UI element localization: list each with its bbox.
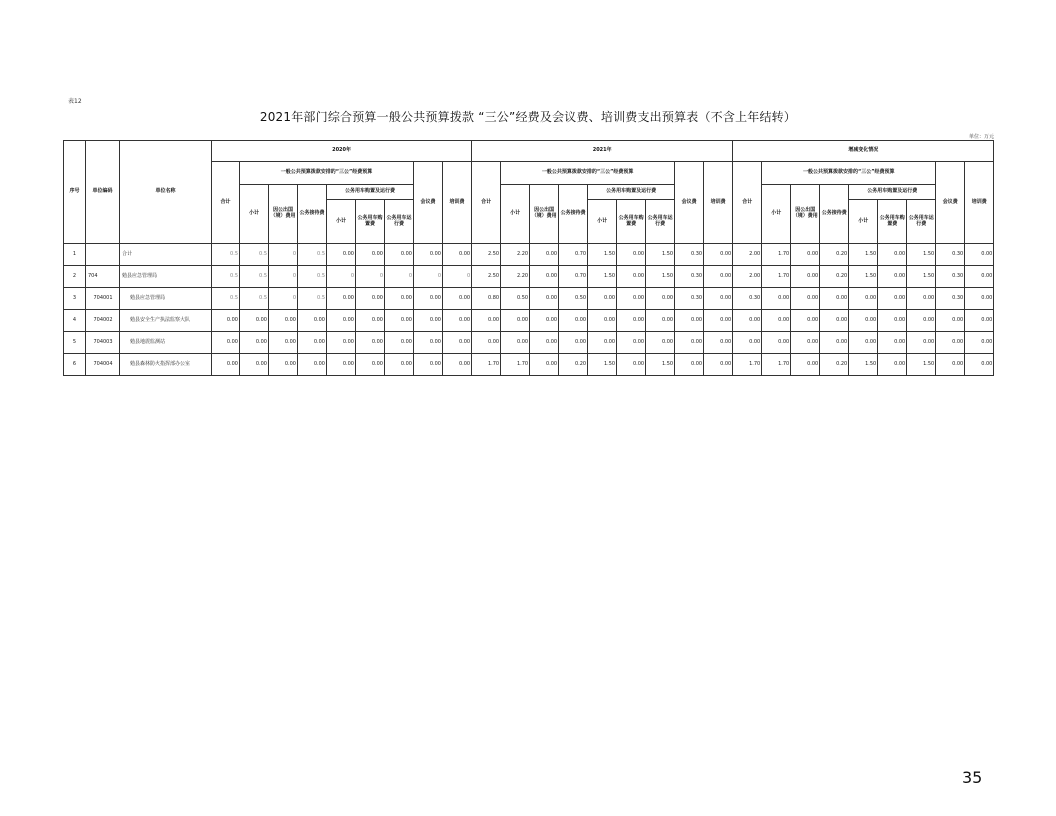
cell-value: 0.00 xyxy=(791,244,820,266)
cell-value: 0.00 xyxy=(530,354,559,376)
cell-value: 0.00 xyxy=(327,332,356,354)
cell-unit-code: 704003 xyxy=(86,332,120,354)
cell-value: 0.00 xyxy=(356,354,385,376)
cell-value: 0.00 xyxy=(472,332,501,354)
cell-unit-code: 704001 xyxy=(86,288,120,310)
cell-value: 0.00 xyxy=(965,288,994,310)
header-meeting: 会议费 xyxy=(414,162,443,244)
cell-value: 0.00 xyxy=(907,310,936,332)
cell-seq: 6 xyxy=(64,354,86,376)
cell-value: 0.00 xyxy=(791,354,820,376)
cell-value: 0.00 xyxy=(327,310,356,332)
cell-value: 2.50 xyxy=(472,266,501,288)
cell-value: 0.00 xyxy=(501,310,530,332)
cell-value: 0.5 xyxy=(298,244,327,266)
cell-value: 0.30 xyxy=(936,244,965,266)
unit-label: 单位：万元 xyxy=(968,134,994,140)
cell-value: 0.00 xyxy=(704,310,733,332)
cell-value: 0.5 xyxy=(240,288,269,310)
cell-value: 0.00 xyxy=(385,244,414,266)
header-vehicle-purchase: 公务用车购置费 xyxy=(617,200,646,244)
header-vehicle-operation: 公务用车运行费 xyxy=(907,200,936,244)
cell-value: 0.00 xyxy=(791,310,820,332)
cell-value: 0.00 xyxy=(646,310,675,332)
cell-value: 0.00 xyxy=(878,354,907,376)
header-vehicle-purchase: 公务用车购置费 xyxy=(878,200,907,244)
cell-value: 1.50 xyxy=(588,354,617,376)
cell-value: 0.00 xyxy=(646,288,675,310)
cell-value: 0.5 xyxy=(240,244,269,266)
cell-value: 0.00 xyxy=(559,332,588,354)
cell-value: 2.20 xyxy=(501,244,530,266)
cell-value: 0.00 xyxy=(588,288,617,310)
cell-value: 0.00 xyxy=(936,332,965,354)
header-vehicle-operation: 公务用车运行费 xyxy=(385,200,414,244)
cell-value: 1.50 xyxy=(849,266,878,288)
header-reception: 公务接待费 xyxy=(820,185,849,244)
cell-value: 0.00 xyxy=(936,310,965,332)
cell-value: 0.5 xyxy=(298,266,327,288)
cell-value: 0.00 xyxy=(443,244,472,266)
cell-unit-name: 勉县安全生产执法监察大队 xyxy=(120,310,212,332)
cell-value: 0.70 xyxy=(559,266,588,288)
cell-value: 0.00 xyxy=(212,310,240,332)
cell-value: 0.00 xyxy=(385,310,414,332)
cell-value: 1.70 xyxy=(733,354,762,376)
cell-value: 0.00 xyxy=(298,354,327,376)
cell-value: 1.50 xyxy=(907,354,936,376)
cell-value: 0.00 xyxy=(733,310,762,332)
cell-value: 0.5 xyxy=(298,288,327,310)
header-sangong: 一般公共预算拨款安排的“三公”经费预算 xyxy=(762,162,936,185)
cell-value: 0.00 xyxy=(588,310,617,332)
cell-value: 0.5 xyxy=(212,266,240,288)
cell-value: 0.00 xyxy=(414,310,443,332)
table-row xyxy=(64,310,994,332)
cell-value: 2.50 xyxy=(472,244,501,266)
cell-value: 0.00 xyxy=(878,244,907,266)
cell-value: 0.00 xyxy=(530,288,559,310)
cell-value: 0.00 xyxy=(212,354,240,376)
cell-value: 0.00 xyxy=(443,354,472,376)
cell-unit-code: 704004 xyxy=(86,354,120,376)
cell-unit-name: 勉县地震监测站 xyxy=(120,332,212,354)
cell-value: 0.00 xyxy=(501,332,530,354)
table-body xyxy=(64,244,994,376)
header-subtotal: 小计 xyxy=(501,185,530,244)
table-tag: 表12 xyxy=(68,98,82,105)
header-vehicle-subtotal: 小计 xyxy=(327,200,356,244)
header-change: 增减变化情况 xyxy=(733,141,994,162)
cell-value: 0.00 xyxy=(907,288,936,310)
cell-value: 1.70 xyxy=(501,354,530,376)
table-row xyxy=(64,288,994,310)
header-abroad: 因公出国（境）费用 xyxy=(269,185,298,244)
cell-value: 0.00 xyxy=(385,332,414,354)
cell-value: 0.00 xyxy=(704,354,733,376)
cell-value: 0.30 xyxy=(733,288,762,310)
cell-value: 0.00 xyxy=(733,332,762,354)
cell-value: 0.50 xyxy=(501,288,530,310)
cell-unit-name: 勉县应急管理局 xyxy=(120,266,212,288)
cell-value: 1.50 xyxy=(646,244,675,266)
header-total: 合计 xyxy=(472,162,501,244)
cell-value: 0.00 xyxy=(878,332,907,354)
cell-value: 0.00 xyxy=(298,310,327,332)
cell-value: 0.00 xyxy=(356,332,385,354)
cell-value: 0.00 xyxy=(617,288,646,310)
cell-value: 0.00 xyxy=(704,244,733,266)
cell-value: 0.30 xyxy=(675,266,704,288)
cell-value: 0.00 xyxy=(443,310,472,332)
cell-value: 0 xyxy=(414,266,443,288)
cell-value: 0.00 xyxy=(240,310,269,332)
cell-value: 1.70 xyxy=(472,354,501,376)
cell-value: 1.70 xyxy=(762,354,791,376)
cell-value: 0.00 xyxy=(878,266,907,288)
header-vehicle: 公务用车购置及运行费 xyxy=(327,185,414,200)
cell-value: 0.00 xyxy=(617,244,646,266)
cell-value: 0.00 xyxy=(530,310,559,332)
cell-value: 1.70 xyxy=(762,244,791,266)
cell-unit-name: 勉县应急管理局 xyxy=(120,288,212,310)
cell-value: 0.00 xyxy=(762,310,791,332)
cell-value: 0.80 xyxy=(472,288,501,310)
cell-value: 0 xyxy=(327,266,356,288)
header-vehicle-purchase: 公务用车购置费 xyxy=(356,200,385,244)
cell-value: 0.00 xyxy=(849,288,878,310)
cell-value: 0.00 xyxy=(878,310,907,332)
header-training: 培训费 xyxy=(965,162,994,244)
cell-value: 0.30 xyxy=(675,288,704,310)
cell-unit-code: 704002 xyxy=(86,310,120,332)
cell-value: 0.00 xyxy=(269,354,298,376)
cell-value: 0.00 xyxy=(820,332,849,354)
cell-value: 2.20 xyxy=(501,266,530,288)
cell-value: 0.00 xyxy=(762,288,791,310)
cell-value: 0.00 xyxy=(617,332,646,354)
cell-unit-name: 勉县森林防火指挥部办公室 xyxy=(120,354,212,376)
budget-table xyxy=(63,140,994,376)
cell-value: 0.00 xyxy=(472,310,501,332)
cell-value: 0.5 xyxy=(240,266,269,288)
cell-value: 0.00 xyxy=(704,266,733,288)
cell-value: 0.00 xyxy=(530,244,559,266)
cell-value: 0.20 xyxy=(820,266,849,288)
header-sangong: 一般公共预算拨款安排的“三公”经费预算 xyxy=(501,162,675,185)
header-abroad: 因公出国（境）费用 xyxy=(791,185,820,244)
cell-value: 0.00 xyxy=(298,332,327,354)
cell-value: 0.00 xyxy=(820,288,849,310)
cell-value: 0.5 xyxy=(212,244,240,266)
cell-value: 1.50 xyxy=(646,354,675,376)
cell-value: 0.00 xyxy=(327,354,356,376)
cell-value: 0.00 xyxy=(646,332,675,354)
cell-value: 0.20 xyxy=(820,244,849,266)
cell-value: 0.00 xyxy=(240,332,269,354)
cell-value: 0.00 xyxy=(617,354,646,376)
header-unit-code: 单位编码 xyxy=(86,141,120,244)
header-training: 培训费 xyxy=(443,162,472,244)
cell-value: 1.50 xyxy=(588,244,617,266)
header-vehicle-operation: 公务用车运行费 xyxy=(646,200,675,244)
cell-value: 0.00 xyxy=(327,244,356,266)
header-seq: 序号 xyxy=(64,141,86,244)
cell-seq: 4 xyxy=(64,310,86,332)
header-vehicle: 公务用车购置及运行费 xyxy=(588,185,675,200)
cell-value: 1.50 xyxy=(907,266,936,288)
cell-value: 0.00 xyxy=(965,244,994,266)
cell-value: 1.70 xyxy=(762,266,791,288)
cell-value: 0.00 xyxy=(530,266,559,288)
header-vehicle-subtotal: 小计 xyxy=(588,200,617,244)
header-subtotal: 小计 xyxy=(240,185,269,244)
cell-value: 0.00 xyxy=(414,354,443,376)
cell-value: 0 xyxy=(269,288,298,310)
cell-value: 0.00 xyxy=(704,332,733,354)
header-reception: 公务接待费 xyxy=(559,185,588,244)
cell-value: 0.00 xyxy=(327,288,356,310)
cell-value: 0.00 xyxy=(356,244,385,266)
cell-value: 0.00 xyxy=(965,266,994,288)
cell-value: 1.50 xyxy=(588,266,617,288)
header-meeting: 会议费 xyxy=(675,162,704,244)
cell-value: 0.5 xyxy=(212,288,240,310)
header-year-2020: 2020年 xyxy=(212,141,472,162)
cell-value: 0.20 xyxy=(559,354,588,376)
cell-value: 0.00 xyxy=(443,288,472,310)
page-title: 2021年部门综合预算一般公共预算拨款 “三公”经费及会议费、培训费支出预算表（不含上年结转） xyxy=(259,110,797,124)
header-vehicle: 公务用车购置及运行费 xyxy=(849,185,936,200)
cell-value: 0.00 xyxy=(530,332,559,354)
cell-value: 0.00 xyxy=(878,288,907,310)
header-total: 合计 xyxy=(733,162,762,244)
cell-value: 0.00 xyxy=(675,332,704,354)
cell-value: 0.00 xyxy=(791,266,820,288)
cell-value: 0.30 xyxy=(936,288,965,310)
cell-value: 0.00 xyxy=(588,332,617,354)
page-number: 35 xyxy=(962,768,983,787)
cell-value: 0.00 xyxy=(617,266,646,288)
header-reception: 公务接待费 xyxy=(298,185,327,244)
cell-value: 1.50 xyxy=(646,266,675,288)
header-abroad: 因公出国（境）费用 xyxy=(530,185,559,244)
cell-value: 0 xyxy=(443,266,472,288)
header-subtotal: 小计 xyxy=(762,185,791,244)
header-training: 培训费 xyxy=(704,162,733,244)
cell-value: 0 xyxy=(269,266,298,288)
cell-value: 0.00 xyxy=(965,310,994,332)
cell-value: 0.00 xyxy=(559,310,588,332)
cell-seq: 5 xyxy=(64,332,86,354)
cell-value: 0.00 xyxy=(704,288,733,310)
cell-value: 0.00 xyxy=(936,354,965,376)
header-vehicle-subtotal: 小计 xyxy=(849,200,878,244)
cell-value: 0.00 xyxy=(443,332,472,354)
cell-value: 0.30 xyxy=(675,244,704,266)
cell-value: 0.00 xyxy=(269,310,298,332)
header-total: 合计 xyxy=(212,162,240,244)
table-row xyxy=(64,332,994,354)
cell-unit-code: 704 xyxy=(86,266,120,288)
cell-value: 0.00 xyxy=(791,288,820,310)
table-row xyxy=(64,244,994,266)
cell-value: 0 xyxy=(269,244,298,266)
cell-seq: 2 xyxy=(64,266,86,288)
cell-value: 1.50 xyxy=(849,244,878,266)
cell-value: 2.00 xyxy=(733,244,762,266)
cell-value: 0.00 xyxy=(791,332,820,354)
cell-value: 0.00 xyxy=(675,354,704,376)
cell-value: 0 xyxy=(356,266,385,288)
cell-value: 0.00 xyxy=(240,354,269,376)
cell-value: 0.00 xyxy=(212,332,240,354)
cell-value: 0.00 xyxy=(414,332,443,354)
cell-value: 0.70 xyxy=(559,244,588,266)
cell-seq: 1 xyxy=(64,244,86,266)
header-unit-name: 单位名称 xyxy=(120,141,212,244)
cell-value: 1.50 xyxy=(849,354,878,376)
cell-value: 0.00 xyxy=(675,310,704,332)
cell-value: 2.00 xyxy=(733,266,762,288)
cell-value: 0.00 xyxy=(356,310,385,332)
cell-value: 0.00 xyxy=(414,288,443,310)
cell-value: 0.00 xyxy=(965,354,994,376)
cell-value: 0.00 xyxy=(907,332,936,354)
cell-value: 0.00 xyxy=(762,332,791,354)
cell-value: 0.00 xyxy=(617,310,646,332)
cell-value: 1.50 xyxy=(907,244,936,266)
header-sangong: 一般公共预算拨款安排的“三公”经费预算 xyxy=(240,162,414,185)
cell-value: 0.20 xyxy=(820,354,849,376)
cell-seq: 3 xyxy=(64,288,86,310)
cell-unit-name: 合计 xyxy=(120,244,212,266)
cell-value: 0.00 xyxy=(356,288,385,310)
cell-value: 0.00 xyxy=(269,332,298,354)
cell-unit-code xyxy=(86,244,120,266)
cell-value: 0.00 xyxy=(820,310,849,332)
cell-value: 0.00 xyxy=(965,332,994,354)
cell-value: 0.50 xyxy=(559,288,588,310)
header-meeting: 会议费 xyxy=(936,162,965,244)
table-row xyxy=(64,266,994,288)
header-year-2021: 2021年 xyxy=(472,141,733,162)
cell-value: 0 xyxy=(385,266,414,288)
cell-value: 0.00 xyxy=(385,288,414,310)
cell-value: 0.00 xyxy=(414,244,443,266)
cell-value: 0.30 xyxy=(936,266,965,288)
table-row xyxy=(64,354,994,376)
cell-value: 0.00 xyxy=(849,310,878,332)
cell-value: 0.00 xyxy=(385,354,414,376)
cell-value: 0.00 xyxy=(849,332,878,354)
